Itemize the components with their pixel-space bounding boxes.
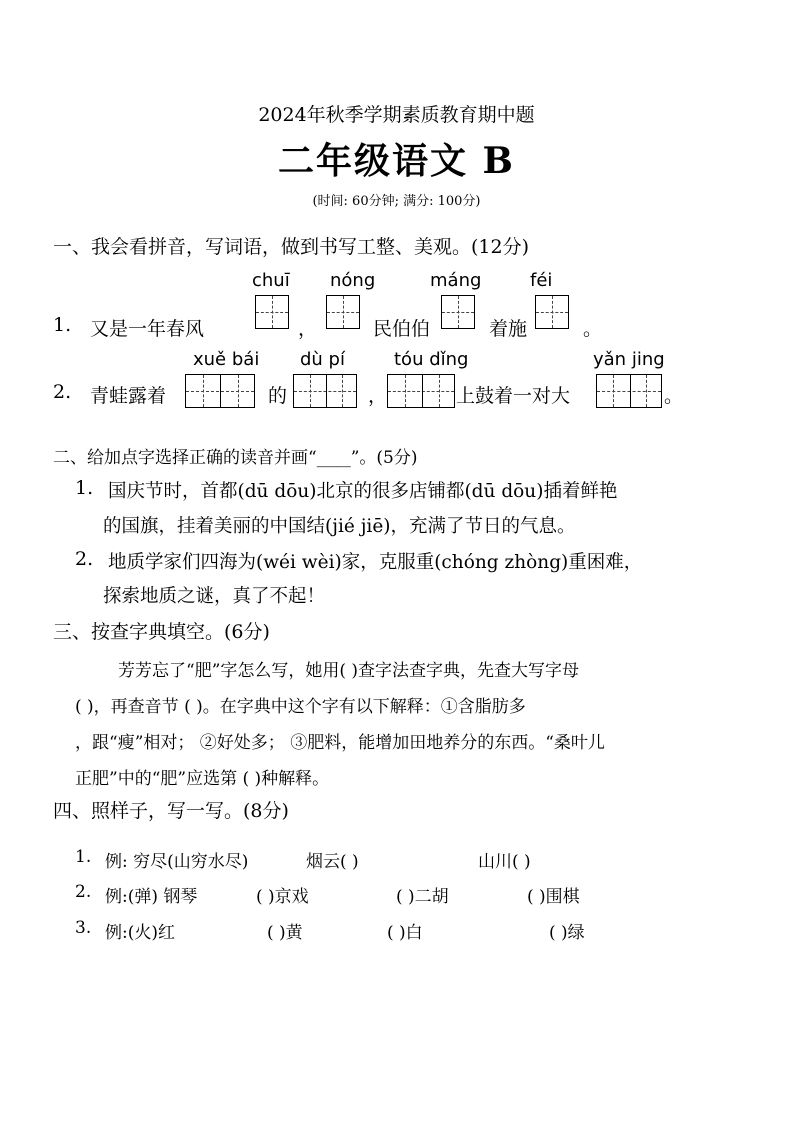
pinyin-touding: tóu dǐng bbox=[394, 349, 469, 370]
q2-1-line2: 的国旗，挂着美丽的中国结(jié jiē)，充满了节日的气息。 bbox=[103, 516, 576, 537]
q4-2-blank-b[interactable]: ( )二胡 bbox=[396, 887, 449, 907]
exam-meta: (时间: 60分钟; 满分: 100分) bbox=[312, 194, 481, 209]
q1-1-text-e: 。 bbox=[583, 318, 603, 340]
q2-2-line1: 地质学家们四海为(wéi wèi)家，克服重(chóng zhòng)重困难， bbox=[108, 552, 643, 573]
pinyin-nong: nóng bbox=[330, 270, 376, 291]
q4-3-blank-a[interactable]: ( )黄 bbox=[267, 923, 303, 943]
q1-1-text-d: 着施 bbox=[489, 318, 528, 340]
q3-line1: 芳芳忘了“肥”字怎么写，她用( )查字法查字典，先查大写字母 bbox=[118, 661, 580, 681]
q4-2-num: 2. bbox=[75, 882, 92, 902]
q2-2-line2: 探索地质之谜，真了不起！ bbox=[103, 586, 326, 607]
q4-1-num: 1. bbox=[75, 847, 92, 867]
char-box-nong[interactable] bbox=[326, 295, 360, 329]
pinyin-xuebai: xuě bái bbox=[193, 349, 260, 370]
q1-2-text-e: 。 bbox=[664, 385, 684, 407]
word-box-xuebai[interactable] bbox=[185, 374, 255, 408]
q1-2-num: 2. bbox=[53, 381, 72, 403]
q1-2-text-b: 的 bbox=[268, 385, 288, 407]
pinyin-fei: féi bbox=[530, 270, 553, 291]
q1-1-text-c: 民伯伯 bbox=[373, 318, 431, 340]
q4-1-blank-a[interactable]: 烟云( ) bbox=[306, 852, 359, 872]
char-box-chui[interactable] bbox=[255, 295, 289, 329]
q2-1-line1: 国庆节时，首都(dū dōu)北京的很多店铺都(dū dōu)插着鲜艳 bbox=[108, 481, 618, 502]
pinyin-yanjing: yǎn jing bbox=[593, 349, 665, 370]
word-box-yanjing[interactable] bbox=[596, 374, 662, 408]
q1-2-text-a: 青蛙露着 bbox=[90, 385, 167, 407]
q4-2-blank-a[interactable]: ( )京戏 bbox=[256, 887, 309, 907]
q1-2-text-c: ， bbox=[368, 385, 388, 407]
q2-1-num: 1. bbox=[75, 477, 94, 499]
q1-1-text-a: 又是一年春风 bbox=[90, 318, 205, 340]
q4-3-blank-b[interactable]: ( )白 bbox=[387, 923, 423, 943]
section2-heading: 二、给加点字选择正确的读音并画“____”。(5分) bbox=[53, 448, 418, 468]
q3-line2: ( )，再查音节 ( )。在字典中这个字有以下解释：①含脂肪多 bbox=[75, 697, 526, 717]
q4-1-blank-b[interactable]: 山川( ) bbox=[478, 852, 531, 872]
subject-title: 二年级语文 B bbox=[278, 140, 515, 182]
q4-2-blank-c[interactable]: ( )围棋 bbox=[527, 887, 580, 907]
section3-heading: 三、按查字典填空。(6分) bbox=[53, 621, 270, 643]
q4-2-example: 例:(弹) 钢琴 bbox=[105, 887, 198, 907]
q3-line4: 正肥”中的“肥”应选第 ( )种解释。 bbox=[75, 769, 330, 789]
word-box-touding[interactable] bbox=[387, 374, 455, 408]
exam-title: 2024年秋季学期素质教育期中题 bbox=[258, 104, 535, 126]
pinyin-chui: chuī bbox=[252, 270, 290, 291]
q4-3-num: 3. bbox=[75, 918, 92, 938]
q1-1-num: 1. bbox=[53, 314, 72, 336]
section1-heading: 一、我会看拼音，写词语，做到书写工整、美观。(12分) bbox=[53, 236, 530, 258]
char-box-fei[interactable] bbox=[535, 295, 569, 329]
word-box-dupi[interactable] bbox=[293, 374, 357, 408]
section4-heading: 四、照样子，写一写。(8分) bbox=[53, 800, 289, 822]
q4-3-example: 例:(火)红 bbox=[105, 923, 175, 943]
char-box-mang[interactable] bbox=[441, 295, 475, 329]
q2-2-num: 2. bbox=[75, 548, 94, 570]
pinyin-dupi: dù pí bbox=[300, 349, 345, 370]
q1-1-text-b: ， bbox=[298, 318, 318, 340]
q3-line3: ，跟“瘦”相对； ②好处多； ③肥料，能增加田地养分的东西。“桑叶儿 bbox=[75, 733, 605, 753]
q4-3-blank-c[interactable]: ( )绿 bbox=[549, 923, 585, 943]
q1-2-text-d: 上鼓着一对大 bbox=[456, 385, 571, 407]
pinyin-mang: máng bbox=[430, 270, 482, 291]
q4-1-example: 例: 穷尽(山穷水尽) bbox=[105, 852, 249, 872]
